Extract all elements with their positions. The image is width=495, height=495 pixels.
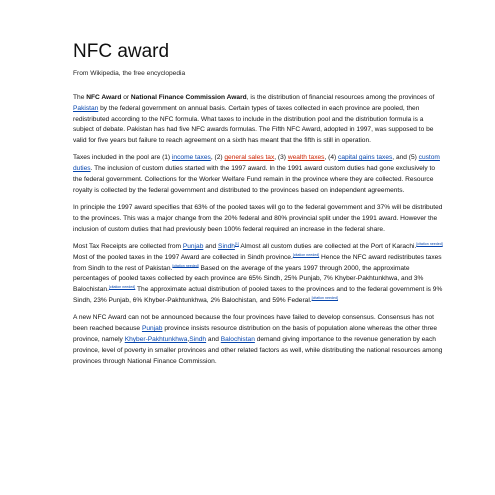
paragraph-principle: In principle the 1997 award specifies that 63% of the pooled taxes will go to the federal government and 37% will be distributed to the provinces. This was a major change from the 20% federal and 80% provincial split under the 1991 award. However the inclusion of custom duties that had previously been 100% federal required an increase in the federal share. [73, 204, 443, 233]
paragraph-taxes [73, 153, 445, 196]
paragraph-intro [73, 93, 445, 147]
text: The [73, 94, 87, 101]
link-wealth-taxes[interactable]: wealth taxes [287, 154, 325, 162]
citation-needed[interactable]: [citation needed] [416, 241, 443, 246]
link-punjab[interactable]: Punjab [141, 325, 163, 333]
citation-1[interactable]: [1] [234, 241, 239, 246]
text: Most Tax Receipts are collected from [73, 243, 183, 251]
page-subtitle: From Wikipedia, the free encyclopedia [73, 70, 186, 77]
link-khyber-pakhtunkhwa[interactable]: Khyber-Pakhtunkhwa [124, 335, 188, 343]
text: , (3) [274, 154, 288, 162]
text: or [121, 94, 131, 101]
text: demand giving importance to the revenue generation by each province, level of poverty in smaller provinces and other related factors as well, while distributing the national resources among provinces through National Finance Commission. [73, 335, 443, 365]
text: Based on the average of the years 1997 through 2000, the approximate percentages of pooled taxes collected by each province are 65% Sindh, 25% Punjab, 7% Khyber-Pakhtunkhwa, and 3% Balochistan. [73, 264, 424, 294]
text: and [206, 335, 221, 343]
link-custom-duties[interactable]: custom duties [73, 154, 440, 173]
citation-needed[interactable]: [citation needed] [292, 252, 320, 257]
link-sindh[interactable]: Sindh [218, 243, 235, 251]
paragraph-new-award [73, 313, 445, 367]
link-capital-gains-taxes[interactable]: capital gains taxes [338, 154, 393, 162]
text: Taxes included in the pool are (1) [73, 154, 172, 162]
text: Almost all custom duties are collected at the Port of Karachi. [238, 243, 417, 251]
text: , (4) [324, 154, 339, 162]
link-sindh[interactable]: Sindh [189, 335, 207, 343]
text: A new NFC Award can not be announced because the four provinces have failed to develop consensus. Consensus has not been reached because [73, 314, 434, 333]
text: province insists resource distribution on the basis of population alone whereas the other three province, namely [73, 325, 438, 343]
citation-needed[interactable]: [citation needed] [311, 295, 338, 300]
text: Most of the pooled taxes in the 1997 Award are collected in Sindh province. [73, 253, 293, 261]
text: . The inclusion of custom duties started with the 1997 award. In the 1991 award custom duties had gone exclusively to the federal government. Collections for the Worker Welfare Fund remain in the province where they are collected. Resource royalty is collected by the federal government and distributed to the provinces based on independent agreements. [73, 165, 436, 194]
text: The approximate actual distribution of pooled taxes to the provinces and to the federal government is 9% Sindh, 23% Punjab, 6% Khyber-Pakhtunkhwa, 2% Balochistan, and 59% Federal. [73, 286, 443, 305]
text: , [187, 335, 190, 343]
link-income-taxes[interactable]: income taxes [171, 154, 211, 162]
bold-term: NFC Award [86, 94, 122, 101]
link-balochistan[interactable]: Balochistan [220, 335, 255, 343]
text: , (2) [210, 154, 225, 162]
text: , and (5) [392, 154, 419, 162]
text: , is the distribution of financial resources among the provinces of [246, 94, 435, 101]
bold-term: National Finance Commission Award [130, 94, 247, 101]
citation-needed[interactable]: [citation needed] [108, 285, 136, 290]
link-pakistan[interactable]: Pakistan [73, 104, 99, 112]
link-general-sales-tax[interactable]: general sales tax [224, 154, 275, 162]
text: and [203, 243, 219, 251]
citation-needed[interactable]: [citation needed] [172, 263, 199, 268]
text: Hence the NFC award redistributes taxes from Sindh to the rest of Pakistan. [73, 253, 442, 272]
paragraph-receipts [73, 242, 445, 307]
link-punjab[interactable]: Punjab [182, 243, 204, 251]
text: by the federal government on annual basis. Certain types of taxes collected in each province are pooled, then redistributed according to the NFC formula. What taxes to include in the distribution pool and the distribution formula is a subject of debate. Pakistan has had five NFC awards formulas. The Fifth NFC Award, adopted in 1997, was supposed to be valid for five years but failure to reach agreement on a sixth has meant that the fifth is still in operation. [73, 104, 434, 145]
page-title: NFC award [73, 41, 170, 62]
